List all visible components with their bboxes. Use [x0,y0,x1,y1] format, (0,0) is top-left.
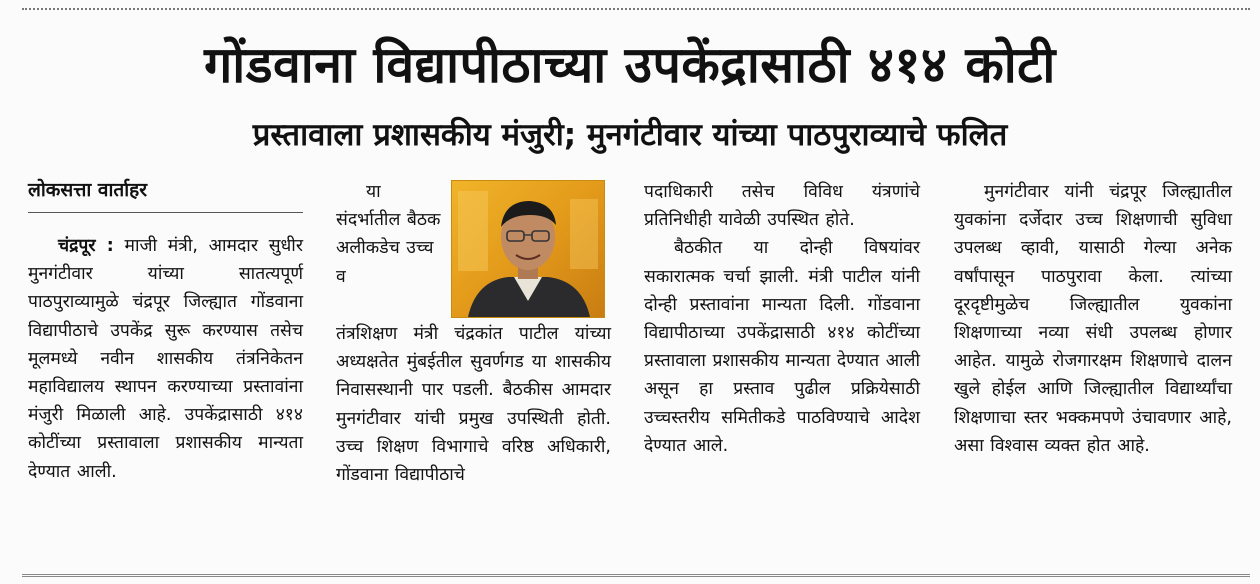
article-column-2-bottom [336,320,611,489]
portrait-photo [451,180,605,318]
bottom-double-rule [22,574,1250,577]
article-column-1 [28,232,303,486]
article-column-4 [954,178,1232,460]
article-column-3 [644,178,920,460]
column-3-paragraph-2: बैठकीत या दोन्ही विषयांवर सकारात्मक चर्चा झाली. मंत्री पाटील यांनी दोन्ही प्रस्तावांना मान्यता दिली. गोंडवाना विद्यापीठाच्या उपकेंद्रासाठी ४१४ कोटींच्या प्रस्तावाला प्रशासकीय मान्यता देण्यात आली असून हा प्रस्ताव पुढील प्रक्रियेसाठी उच्चस्तरीय समितीकडे पाठविण्याचे आदेश देण्यात आले. [644,238,920,456]
byline: लोकसत्ता वार्ताहर [28,179,148,201]
dateline: चंद्रपूर : [58,236,114,256]
column-3-paragraph-1: पदाधिकारी तसेच विविध यंत्रणांचे प्रतिनिधीही यावेळी उपस्थित होते. [644,182,920,231]
column-2-bottom-text: तंत्रशिक्षण मंत्री चंद्रकांत पाटील यांच्या अध्यक्षतेत मुंबईतील सुवर्णगड या शासकीय निवासस्थानी पार पडली. बैठकीस आमदार मुनगंटीवार यांची प्रमुख उपस्थिती होती. उच्च शिक्षण विभागाचे वरिष्ठ अधिकारी, गोंडवाना विद्यापीठाचे [336,324,611,486]
column-4-text: मुनगंटीवार यांनी चंद्रपूर जिल्ह्यातील युवकांना दर्जेदार उच्च शिक्षणाची सुविधा उपलब्ध व्हावी, यासाठी गेल्या अनेक वर्षांपासून पाठपुरावा केला. त्यांच्या दूरदृष्टीमुळेच जिल्ह्यातील युवकांना शिक्षणाच्या नव्या संधी उपलब्ध होणार आहेत. यामुळे रोजगारक्षम शिक्षणाचे दालन खुले होईल आणि जिल्ह्यातील विद्यार्थ्यांचा शिक्षणाचा स्तर भक्कमपणे उंचावणार आहे, असा विश्वास व्यक्त होत आहे. [954,182,1232,456]
column-1-text: माजी मंत्री, आमदार सुधीर मुनगंटीवार यांच्या सातत्यपूर्ण पाठपुराव्यामुळे चंद्रपूर जिल्ह्यात गोंडवाना विद्यापीठाचे उपकेंद्र सुरू करण्यास तसेच मूलमध्ये नवीन शासकीय तंत्रनिकेतन महाविद्यालय स्थापन करण्याच्या प्रस्तावांना मंजुरी मिळाली आहे. उपकेंद्रासाठी ४१४ कोटींच्या प्रस्तावाला प्रशासकीय मान्यता देण्यात आली. [28,236,303,482]
column-2-top-text: या संदर्भातील बैठक अलीकडेच उच्च व [336,182,441,287]
article-column-2-top [336,178,442,291]
byline-rule [28,212,303,213]
subheadline: प्रस्तावाला प्रशासकीय मंजुरी; मुनगंटीवार यांच्या पाठपुराव्याचे फलित [252,117,1008,153]
portrait-photo-image [452,181,604,317]
headline: गोंडवाना विद्यापीठाच्या उपकेंद्रासाठी ४१४ कोटी [204,36,1056,94]
top-dotted-rule [22,8,1250,10]
